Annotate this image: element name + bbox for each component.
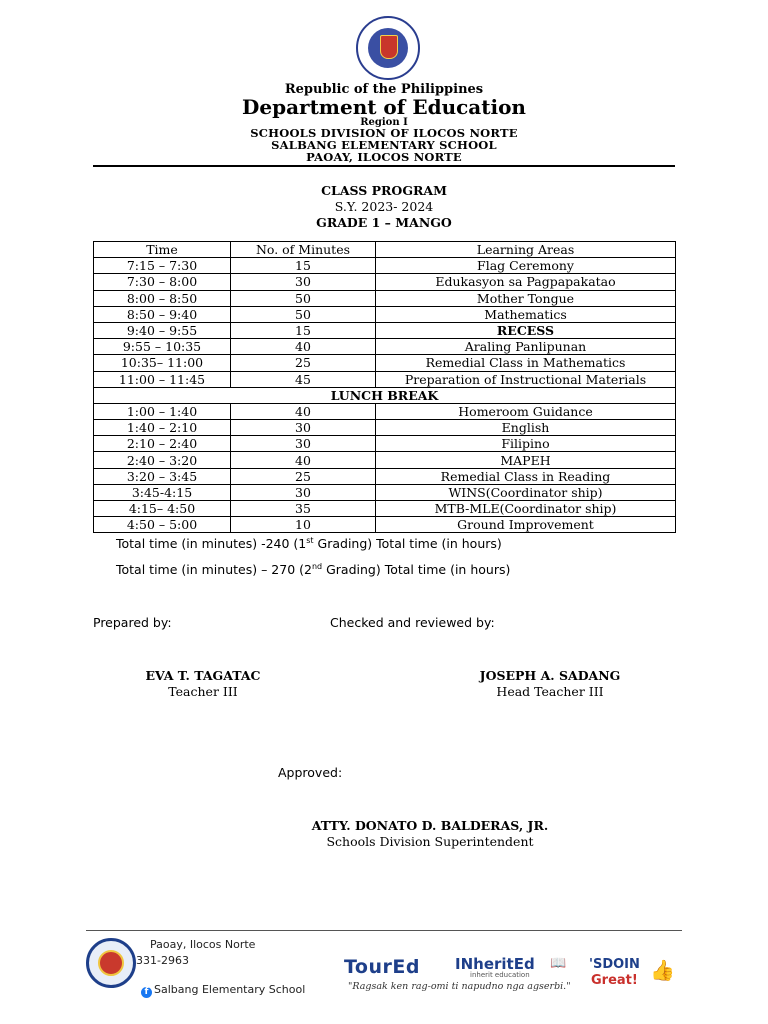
deped-seal	[356, 16, 420, 80]
total-line1-a: Total time (in minutes) -240 (1	[116, 536, 307, 552]
cell-learning-area: Homeroom Guidance	[376, 403, 676, 419]
table-row	[94, 322, 676, 338]
cell-minutes: 15	[231, 258, 376, 274]
prepared-by-label: Prepared by:	[93, 615, 172, 630]
cell-learning-area: Mathematics	[376, 306, 676, 322]
inherited-subtitle: inherit education	[470, 971, 530, 979]
facebook-icon: f	[141, 987, 152, 998]
footer-address: Paoay, Ilocos Norte	[150, 938, 256, 951]
cell-learning-area: Ground Improvement	[376, 517, 676, 533]
table-row	[94, 517, 676, 533]
cell-time: 7:30 – 8:00	[94, 274, 231, 290]
col-header-time: Time	[94, 242, 231, 258]
header-republic: Republic of the Philippines	[284, 82, 484, 97]
cell-time: 4:15– 4:50	[94, 501, 231, 517]
cell-recess: RECESS	[376, 322, 676, 338]
cell-time: 8:00 – 8:50	[94, 290, 231, 306]
total-time-first-grading	[116, 536, 502, 551]
total-line2-sup: nd	[311, 562, 323, 571]
cell-learning-area: Filipino	[376, 436, 676, 452]
cell-time: 9:55 – 10:35	[94, 339, 231, 355]
cell-minutes: 40	[231, 339, 376, 355]
header-region: Region I	[360, 117, 408, 128]
cell-minutes: 50	[231, 290, 376, 306]
cell-learning-area: Remedial Class in Reading	[376, 468, 676, 484]
footer-divider	[86, 930, 682, 931]
school-logo	[86, 938, 136, 988]
footer-motto: "Ragsak ken rag-omi ti napudno nga agserbi."	[348, 981, 571, 992]
approved-label: Approved:	[278, 765, 343, 780]
class-program-table	[93, 241, 676, 533]
table-header-row	[94, 242, 676, 258]
cell-time: 4:50 – 5:00	[94, 517, 231, 533]
cell-time: 3:20 – 3:45	[94, 468, 231, 484]
header-divider	[93, 165, 675, 167]
cell-minutes: 30	[231, 274, 376, 290]
cell-learning-area: Flag Ceremony	[376, 258, 676, 274]
cell-time: 9:40 – 9:55	[94, 322, 231, 338]
cell-minutes: 30	[231, 436, 376, 452]
cell-learning-area: English	[376, 420, 676, 436]
total-line2-a: Total time (in minutes) – 270 (2	[116, 562, 312, 578]
cell-time: 7:15 – 7:30	[94, 258, 231, 274]
table-row	[94, 436, 676, 452]
footer-facebook-text: Salbang Elementary School	[154, 983, 306, 996]
header-department: Department of Education	[242, 95, 526, 119]
table-row	[94, 501, 676, 517]
approver-name: ATTY. DONATO D. BALDERAS, JR.	[311, 818, 549, 833]
table-row	[94, 468, 676, 484]
footer-facebook	[141, 983, 305, 998]
seal-center	[368, 28, 408, 68]
cell-minutes: 25	[231, 468, 376, 484]
cell-time: 11:00 – 11:45	[94, 371, 231, 387]
approver-position: Schools Division Superintendent	[326, 834, 534, 849]
table-row	[94, 403, 676, 419]
cell-minutes: 10	[231, 517, 376, 533]
cell-time: 3:45-4:15	[94, 484, 231, 500]
cell-minutes: 25	[231, 355, 376, 371]
checker-position: Head Teacher III	[496, 684, 604, 699]
table-row	[94, 484, 676, 500]
book-icon: 📖	[550, 956, 567, 971]
school-year: S.Y. 2023- 2024	[334, 199, 434, 214]
sdoin-logo-bottom: Great!	[591, 973, 638, 988]
cell-learning-area: Preparation of Instructional Materials	[376, 371, 676, 387]
table-row	[94, 355, 676, 371]
table-row	[94, 452, 676, 468]
cell-time: 8:50 – 9:40	[94, 306, 231, 322]
cell-minutes: 45	[231, 371, 376, 387]
shield-icon	[380, 35, 398, 59]
total-line2-b: Grading) Total time (in hours)	[322, 562, 511, 578]
cell-minutes: 50	[231, 306, 376, 322]
cell-learning-area: Mother Tongue	[376, 290, 676, 306]
table-row	[94, 339, 676, 355]
cell-learning-area: Remedial Class in Mathematics	[376, 355, 676, 371]
checked-by-label: Checked and reviewed by:	[330, 615, 495, 630]
cell-time: 10:35– 11:00	[94, 355, 231, 371]
col-header-learning-areas: Learning Areas	[376, 242, 676, 258]
table-row	[94, 258, 676, 274]
grade-section: GRADE 1 – MANGO	[316, 215, 452, 230]
total-time-second-grading	[116, 562, 510, 577]
cell-minutes: 40	[231, 452, 376, 468]
cell-time: 2:10 – 2:40	[94, 436, 231, 452]
cell-time: 1:00 – 1:40	[94, 403, 231, 419]
thumbs-up-icon: 👍	[650, 958, 675, 982]
checker-name: JOSEPH A. SADANG	[479, 668, 621, 683]
cell-learning-area: MTB-MLE(Coordinator ship)	[376, 501, 676, 517]
header-school: SALBANG ELEMENTARY SCHOOL	[271, 138, 497, 152]
cell-time: 2:40 – 3:20	[94, 452, 231, 468]
table-row-lunch	[94, 387, 676, 403]
col-header-minutes: No. of Minutes	[231, 242, 376, 258]
inherited-logo: INheritEd	[455, 955, 535, 973]
cell-minutes: 30	[231, 420, 376, 436]
header-division: SCHOOLS DIVISION OF ILOCOS NORTE	[250, 126, 518, 140]
table-row	[94, 290, 676, 306]
cell-time: 1:40 – 2:10	[94, 420, 231, 436]
cell-learning-area: Araling Panlipunan	[376, 339, 676, 355]
cell-lunch-break: LUNCH BREAK	[94, 387, 676, 403]
total-line1-sup: st	[306, 536, 314, 545]
cell-learning-area: Edukasyon sa Pagpapakatao	[376, 274, 676, 290]
table-row	[94, 274, 676, 290]
program-title: CLASS PROGRAM	[321, 183, 447, 198]
sdoin-logo-top: 'SDOIN	[589, 957, 640, 972]
table-row	[94, 306, 676, 322]
table-row	[94, 420, 676, 436]
cell-minutes: 35	[231, 501, 376, 517]
total-line1-b: Grading) Total time (in hours)	[313, 536, 502, 552]
footer-phone: 331-2963	[136, 954, 189, 967]
cell-learning-area: WINS(Coordinator ship)	[376, 484, 676, 500]
preparer-name: EVA T. TAGATAC	[145, 668, 261, 683]
toured-logo: TourEd	[344, 956, 420, 978]
table-row	[94, 371, 676, 387]
school-logo-center	[98, 950, 124, 976]
header-address: PAOAY, ILOCOS NORTE	[306, 150, 462, 164]
cell-learning-area: MAPEH	[376, 452, 676, 468]
preparer-position: Teacher III	[168, 684, 238, 699]
cell-minutes: 40	[231, 403, 376, 419]
cell-minutes: 30	[231, 484, 376, 500]
cell-minutes: 15	[231, 322, 376, 338]
